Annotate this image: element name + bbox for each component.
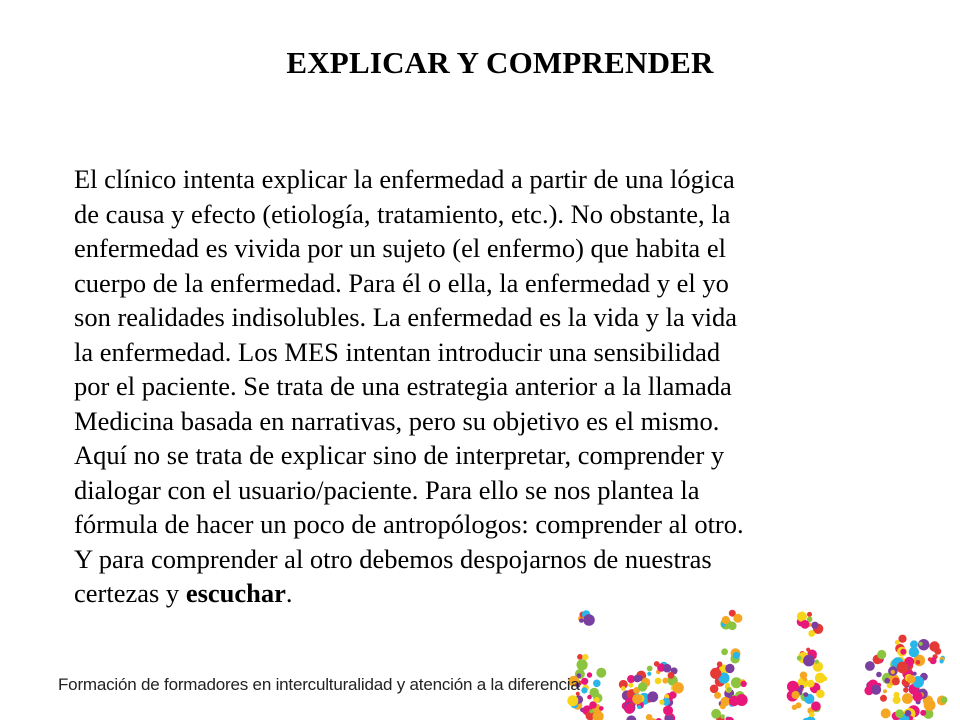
body-line: Medicina basada en narrativas, pero su objetivo es el mismo. (74, 405, 720, 436)
body-line: fórmula de hacer un poco de antropólogos: comprender al otro. (74, 509, 744, 539)
logo-dot (803, 677, 807, 681)
colorful-dotted-logo (560, 560, 960, 720)
slide-body (74, 162, 894, 611)
logo-dot (647, 666, 653, 672)
logo-dot (596, 668, 606, 678)
logo-dot (811, 622, 818, 629)
logo-dot (883, 689, 887, 693)
logo-dot (892, 678, 900, 686)
body-line: Y para comprender al otro debemos despojarnos de nuestras (74, 543, 712, 574)
logo-dot (728, 622, 737, 631)
body-line: son realidades indisolubles. La enfermedad es la vida y la vida (74, 302, 738, 332)
logo-dot (940, 659, 944, 663)
body-last-suffix: . (285, 578, 293, 608)
logo-dot (632, 694, 642, 704)
logo-dot (811, 701, 821, 711)
logo-dot (809, 712, 815, 718)
logo-dot (803, 655, 815, 667)
body-line: dialogar con el usuario/paciente. Para ello se nos plantea la (74, 474, 700, 505)
body-line: El clínico intenta explicar la enfermedad a partir de una lógica (74, 164, 735, 194)
logo-dot (903, 687, 908, 692)
logo-dot (823, 676, 828, 681)
logo-dot (567, 695, 578, 706)
logo-dot (589, 709, 593, 713)
logo-dot (594, 697, 600, 703)
logo-dot (722, 616, 730, 624)
logo-dot (880, 695, 887, 702)
logo-dot (806, 648, 810, 652)
logo-dot (659, 700, 664, 705)
logo-dot (916, 660, 921, 665)
logo-dot (581, 678, 588, 685)
logo-dot (733, 652, 740, 659)
logo-dot (720, 714, 725, 719)
logo-dot (647, 672, 651, 676)
logo-dot (727, 687, 732, 692)
logo-dot (626, 715, 636, 720)
logo-dot (599, 706, 604, 711)
logo-dot (638, 682, 647, 691)
logo-dot (924, 699, 936, 711)
logo-dot (895, 640, 900, 645)
logo-dot (637, 705, 641, 709)
body-last-prefix: certezas y (74, 578, 186, 608)
body-line: la enfermedad. Los MES intentan introducir una sensibilidad (74, 336, 721, 367)
logo-dot (668, 672, 675, 679)
logo-dot (577, 654, 583, 660)
logo-dot (725, 664, 734, 673)
logo-dot (587, 695, 592, 700)
logo-dot (893, 696, 901, 704)
logo-dot (655, 678, 662, 685)
body-line: enfermedad es vivida por un sujeto (el enfermo) que habita el (74, 233, 726, 263)
body-line: de causa y efecto (etiología, tratamiento, etc.). No obstante, la (74, 198, 731, 229)
logo-dot (900, 649, 906, 655)
logo-dot (919, 642, 923, 646)
logo-dot (897, 662, 909, 674)
body-line: Aquí no se trata de explicar sino de interpretar, comprender y (74, 440, 725, 470)
logo-dot (673, 682, 684, 693)
logo-dot (801, 620, 810, 629)
logo-dot (865, 661, 875, 671)
logo-dot (663, 706, 673, 716)
logo-dot (929, 641, 939, 651)
logo-dot (583, 614, 595, 626)
logo-dot (796, 702, 802, 708)
logo-dot (877, 650, 886, 659)
logo-dot (579, 618, 584, 623)
logo-dot (710, 685, 719, 694)
logo-dot (654, 661, 660, 667)
logo-dot (905, 710, 912, 717)
logo-dot (717, 661, 723, 667)
logo-dot (729, 696, 739, 706)
logo-dot (884, 678, 890, 684)
logo-dot (710, 668, 721, 679)
logo-dot (898, 635, 906, 643)
logo-dot (815, 685, 820, 690)
logo-dot (647, 691, 658, 702)
logo-dot (920, 710, 926, 716)
body-line: por el paciente. Se trata de una estrategia anterior a la llamada (74, 371, 732, 401)
logo-dot (587, 672, 592, 677)
logo-dot (881, 708, 891, 718)
logo-dot (663, 664, 672, 673)
logo-dot (628, 683, 633, 688)
logo-dot (871, 685, 881, 695)
logo-dot (895, 709, 904, 718)
logo-dot (792, 691, 800, 699)
logo-dot (733, 614, 742, 623)
logo-dot (816, 690, 825, 699)
logo-dot (721, 648, 728, 655)
logo-dot (799, 685, 804, 690)
logo-dot (581, 687, 587, 693)
logo-dot (714, 692, 721, 699)
logo-dot (913, 672, 917, 676)
logo-dot (909, 647, 919, 657)
logo-dot (797, 656, 802, 661)
logo-dot (913, 691, 923, 701)
logo-dot (741, 681, 747, 687)
logo-dot (876, 672, 882, 678)
logo-dot (721, 697, 730, 706)
logo-dot (582, 654, 588, 660)
body-line: cuerpo de la enfermedad. Para él o ella, la enfermedad y el yo (74, 267, 729, 298)
emphasis-word: escuchar (185, 578, 286, 608)
logo-dot (577, 659, 588, 670)
logo-dot (593, 680, 601, 688)
logo-dot (803, 692, 808, 697)
logo-dot (891, 670, 895, 674)
logo-dot (907, 675, 916, 684)
logo-dot (624, 704, 634, 714)
footer-text: Formación de formadores en interculturalidad y atención a la diferencia (58, 675, 580, 694)
logo-dot (808, 630, 815, 637)
logo-dot (815, 660, 819, 664)
logo-dot (711, 709, 721, 719)
logo-dot (807, 612, 812, 617)
logo-dot (902, 693, 913, 704)
logo-dot (941, 696, 948, 703)
logo-dot (928, 657, 932, 661)
logo-dot (621, 686, 626, 691)
slide-title: EXPLICAR Y COMPRENDER (286, 45, 714, 80)
logo-dot (633, 675, 641, 683)
logo-dot (662, 678, 668, 684)
logo-dot (787, 681, 799, 693)
logo-dot (807, 680, 815, 688)
